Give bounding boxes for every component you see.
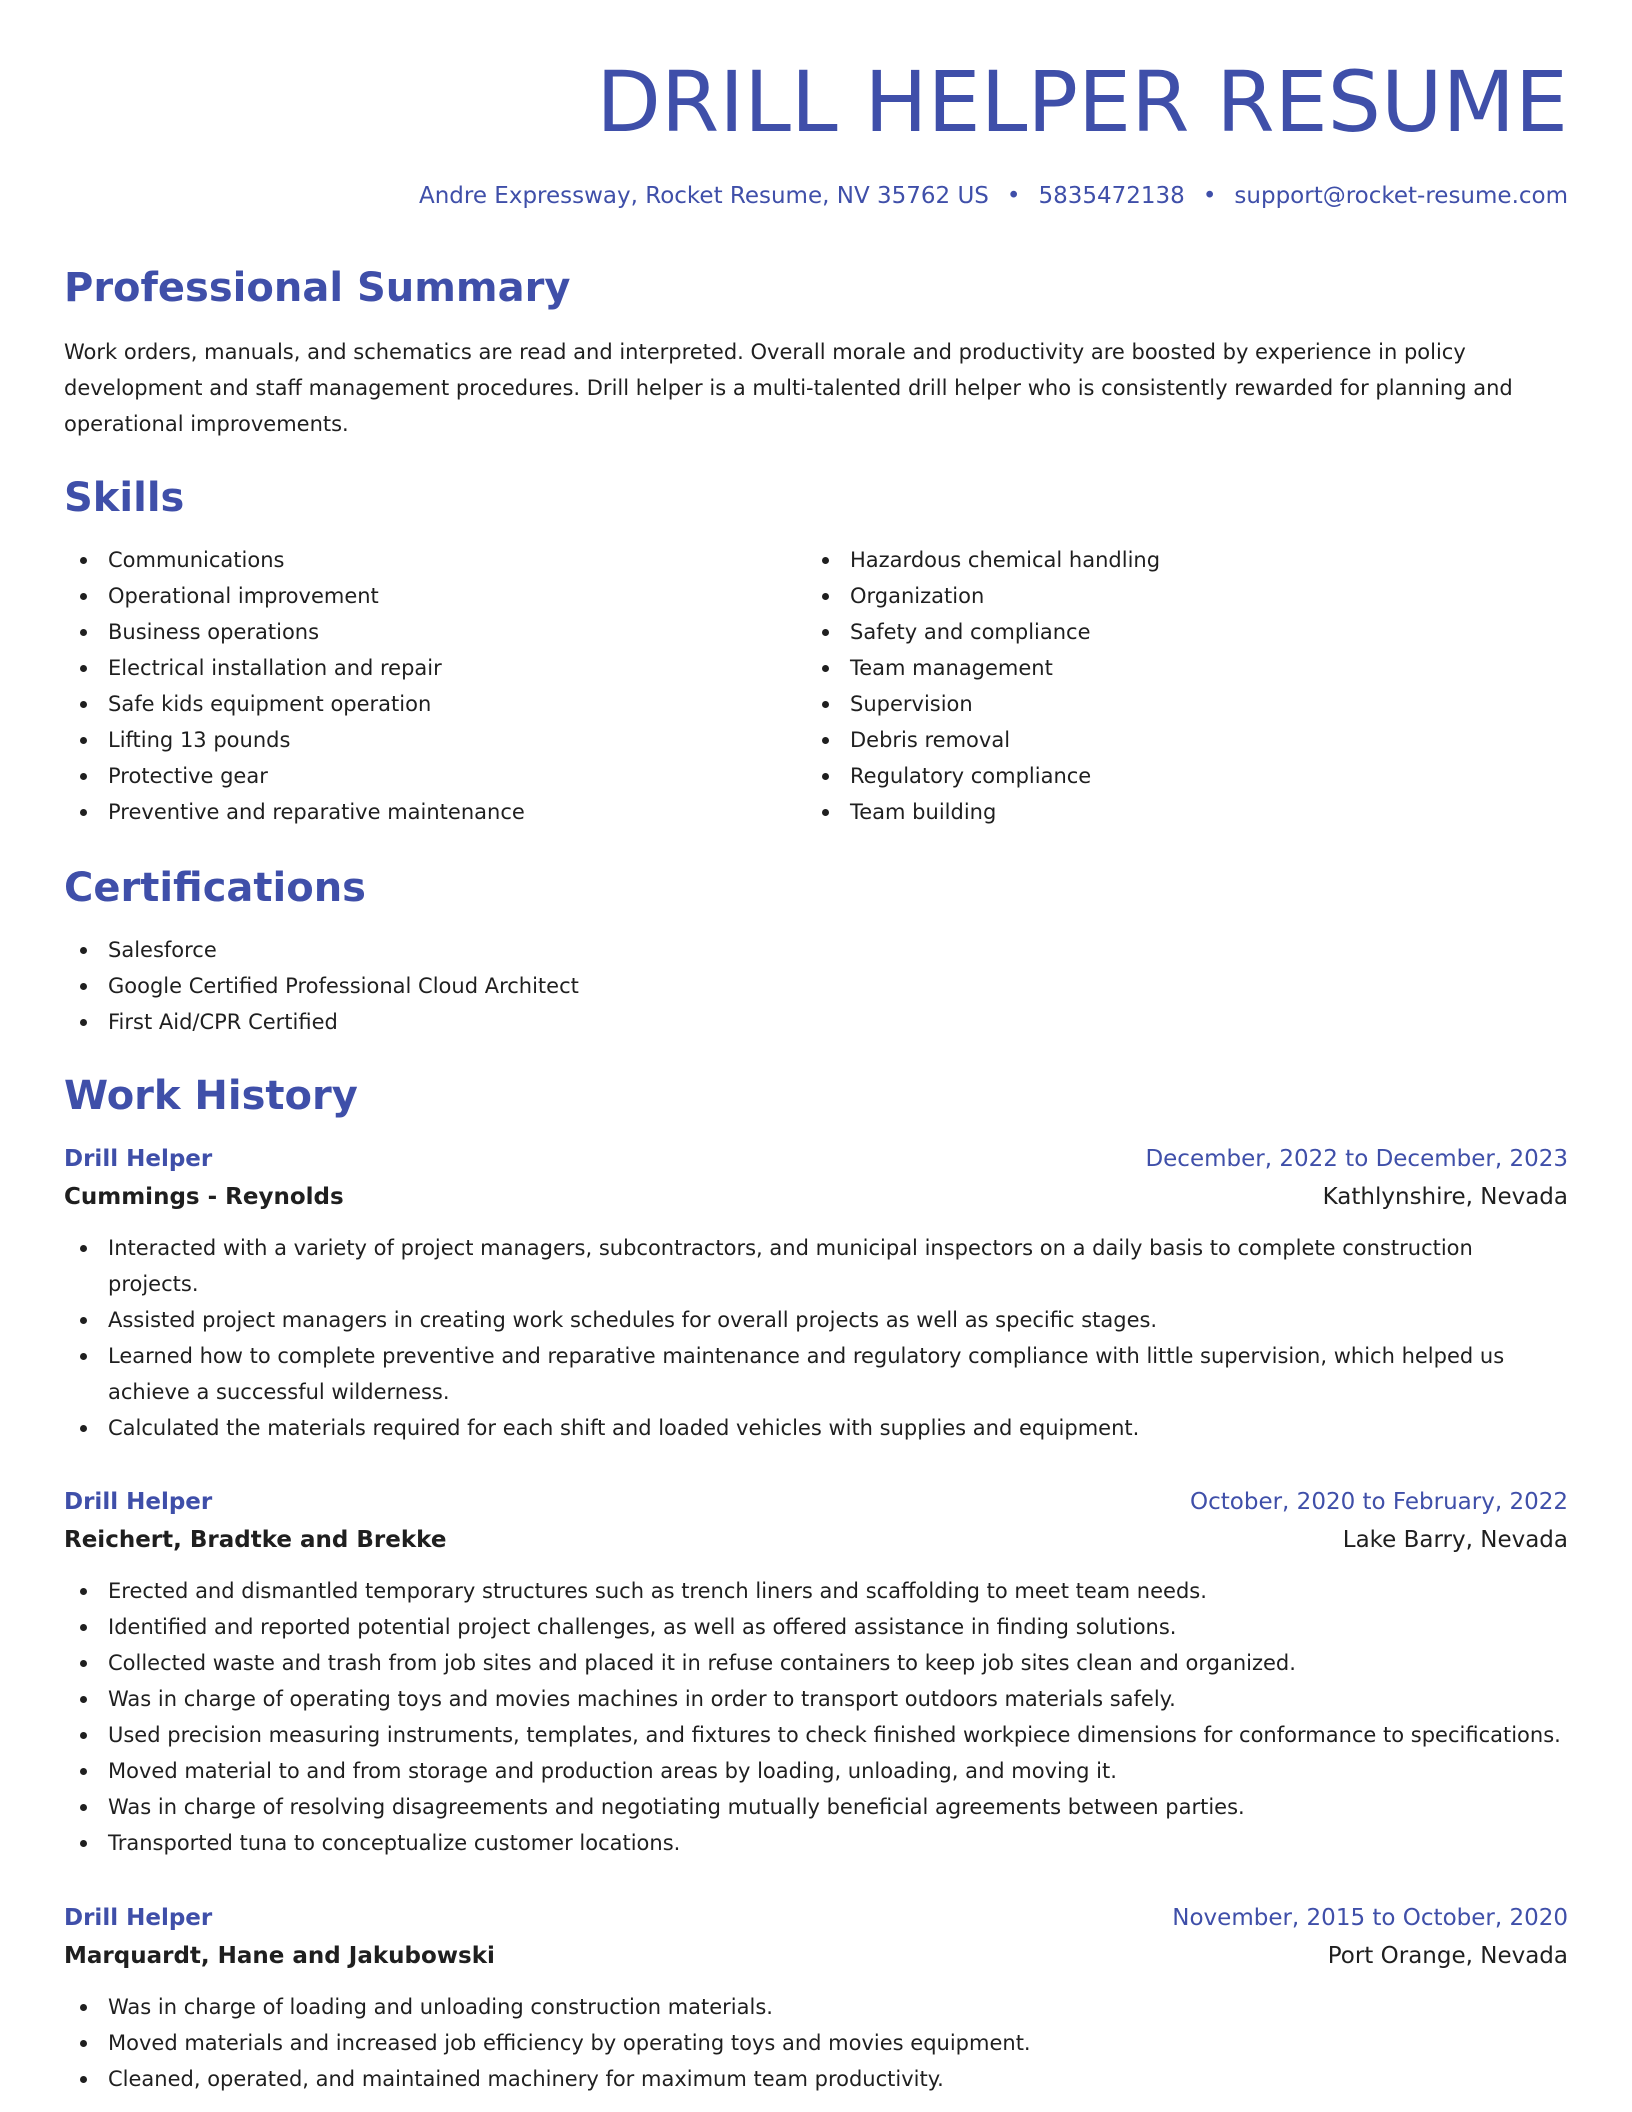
job-title: Drill Helper bbox=[64, 1489, 213, 1515]
list-item: Safety and compliance bbox=[806, 614, 1546, 650]
contact-address: Andre Expressway, Rocket Resume, NV 35762 US bbox=[418, 183, 989, 209]
job-location: Port Orange, Nevada bbox=[1327, 1943, 1568, 1969]
list-item: Preventive and reparative maintenance bbox=[64, 794, 804, 830]
list-item: Hazardous chemical handling bbox=[806, 542, 1546, 578]
job-title: Drill Helper bbox=[64, 1146, 213, 1172]
list-item: Protective gear bbox=[64, 758, 804, 794]
certifications-heading: Certifications bbox=[64, 865, 366, 911]
list-item: Operational improvement bbox=[64, 578, 804, 614]
skills-list-left bbox=[64, 542, 804, 830]
list-item: Identified and reported potential project challenges, as well as offered assistance in finding solutions. bbox=[64, 1609, 1568, 1645]
job-company-row bbox=[64, 1521, 1568, 1559]
skills-list-right bbox=[806, 542, 1546, 830]
list-item: Was in charge of loading and unloading construction materials. bbox=[64, 1989, 1568, 2025]
work-history-heading: Work History bbox=[64, 1073, 358, 1119]
contact-line bbox=[419, 178, 1568, 214]
list-item: Assisted project managers in creating work schedules for overall projects as well as specific stages. bbox=[64, 1302, 1568, 1338]
summary-heading: Professional Summary bbox=[64, 265, 571, 311]
list-item: Communications bbox=[64, 542, 804, 578]
job-bullets bbox=[64, 1230, 1568, 1446]
list-item: Used precision measuring instruments, templates, and fixtures to check finished workpiece dimensions for conformance to specifications. bbox=[64, 1717, 1568, 1753]
list-item: Cleaned, operated, and maintained machinery for maximum team productivity. bbox=[64, 2061, 1568, 2097]
list-item: Was in charge of operating toys and movies machines in order to transport outdoors materials safely. bbox=[64, 1681, 1568, 1717]
list-item: Transported tuna to conceptualize customer locations. bbox=[64, 1825, 1568, 1861]
list-item: Calculated the materials required for each shift and loaded vehicles with supplies and equipment. bbox=[64, 1410, 1568, 1446]
job-company: Cummings - Reynolds bbox=[64, 1184, 344, 1210]
summary-text: Work orders, manuals, and schematics are read and interpreted. Overall morale and productivity are boosted by experience in policy development and staff management procedures. Drill helper is a multi-talented drill helper who is consistently rewarded for planning and operational improvements. bbox=[64, 340, 1513, 436]
job-location: Kathlynshire, Nevada bbox=[1322, 1184, 1568, 1210]
list-item: First Aid/CPR Certified bbox=[64, 1004, 1064, 1040]
job-dates: October, 2020 to February, 2022 bbox=[1190, 1489, 1568, 1515]
job-entry bbox=[64, 1483, 1568, 1861]
skills-heading: Skills bbox=[64, 475, 185, 521]
job-dates: November, 2015 to October, 2020 bbox=[1172, 1905, 1568, 1931]
certifications-list bbox=[64, 932, 1064, 1040]
list-item: Moved material to and from storage and production areas by loading, unloading, and moving it. bbox=[64, 1753, 1568, 1789]
job-bullets bbox=[64, 1573, 1568, 1861]
list-item: Moved materials and increased job efficiency by operating toys and movies equipment. bbox=[64, 2025, 1568, 2061]
list-item: Electrical installation and repair bbox=[64, 650, 804, 686]
list-item: Regulatory compliance bbox=[806, 758, 1546, 794]
list-item: Organization bbox=[806, 578, 1546, 614]
list-item: Supervision bbox=[806, 686, 1546, 722]
list-item: Erected and dismantled temporary structures such as trench liners and scaffolding to meet team needs. bbox=[64, 1573, 1568, 1609]
contact-separator: • bbox=[1006, 183, 1021, 209]
job-title-row bbox=[64, 1899, 1568, 1937]
job-company-row bbox=[64, 1178, 1568, 1216]
list-item: Google Certified Professional Cloud Architect bbox=[64, 968, 1064, 1004]
list-item: Safe kids equipment operation bbox=[64, 686, 804, 722]
list-item: Interacted with a variety of project managers, subcontractors, and municipal inspectors on a daily basis to complete construction projects. bbox=[64, 1230, 1568, 1302]
list-item: Learned how to complete preventive and reparative maintenance and regulatory compliance with little supervision, which helped us achieve a successful wilderness. bbox=[64, 1338, 1568, 1410]
list-item: Collected waste and trash from job sites and placed it in refuse containers to keep job sites clean and organized. bbox=[64, 1645, 1568, 1681]
contact-phone: 5835472138 bbox=[1038, 183, 1185, 209]
job-title-row bbox=[64, 1140, 1568, 1178]
list-item: Team management bbox=[806, 650, 1546, 686]
job-bullets bbox=[64, 1989, 1568, 2097]
job-title-row bbox=[64, 1483, 1568, 1521]
job-dates: December, 2022 to December, 2023 bbox=[1145, 1146, 1568, 1172]
job-company: Marquardt, Hane and Jakubowski bbox=[64, 1943, 495, 1969]
list-item: Business operations bbox=[64, 614, 804, 650]
contact-separator: • bbox=[1202, 183, 1217, 209]
job-entry bbox=[64, 1140, 1568, 1446]
job-title: Drill Helper bbox=[64, 1905, 213, 1931]
job-company: Reichert, Bradtke and Brekke bbox=[64, 1527, 447, 1553]
resume-title: DRILL HELPER RESUME bbox=[596, 53, 1568, 151]
list-item: Team building bbox=[806, 794, 1546, 830]
list-item: Salesforce bbox=[64, 932, 1064, 968]
list-item: Lifting 13 pounds bbox=[64, 722, 804, 758]
job-entry bbox=[64, 1899, 1568, 2097]
contact-email: support@rocket-resume.com bbox=[1234, 183, 1568, 209]
job-location: Lake Barry, Nevada bbox=[1342, 1527, 1568, 1553]
list-item: Was in charge of resolving disagreements and negotiating mutually beneficial agreements between parties. bbox=[64, 1789, 1568, 1825]
list-item: Debris removal bbox=[806, 722, 1546, 758]
job-company-row bbox=[64, 1937, 1568, 1975]
